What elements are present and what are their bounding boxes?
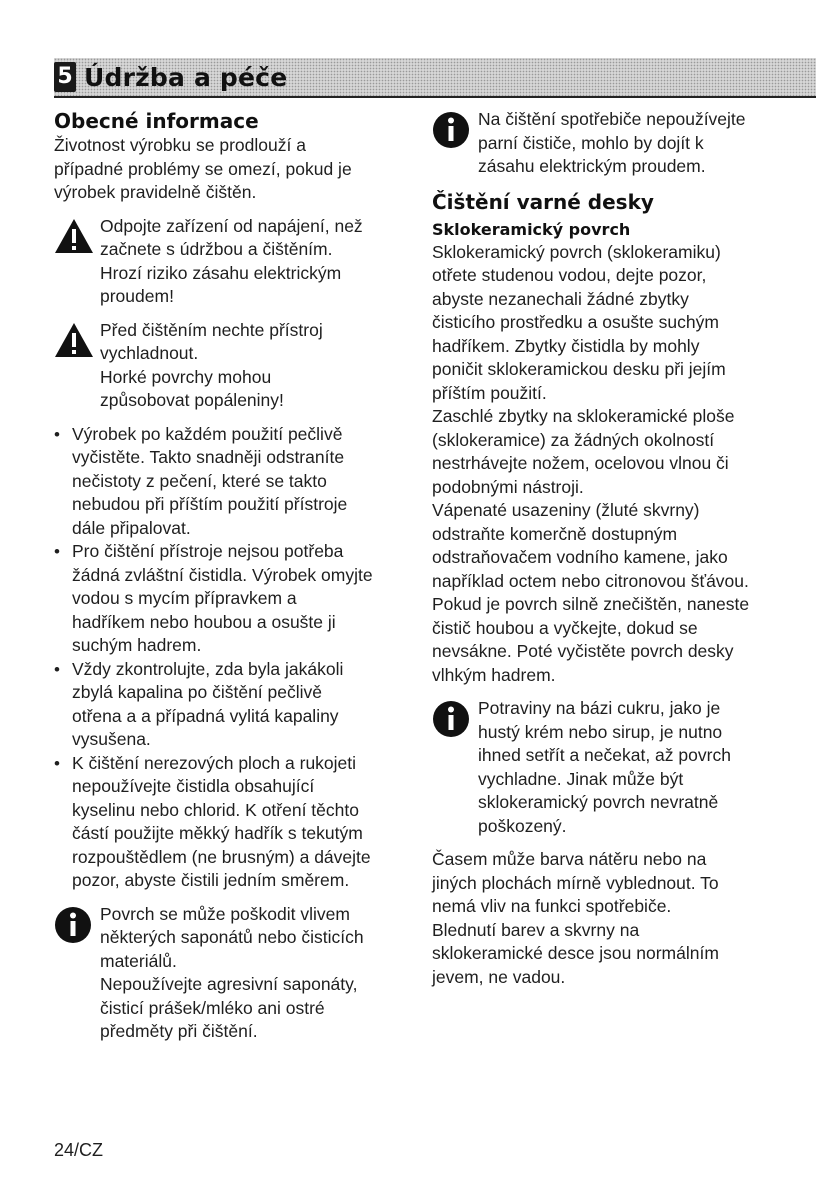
subheading-glass-ceramic: Sklokeramický povrch	[432, 219, 631, 239]
text-line: Sklokeramický povrch (sklokeramiku)	[432, 241, 721, 262]
text-line: Časem může barva nátěru nebo na	[432, 849, 707, 869]
text-line: způsobovat popáleniny!	[100, 390, 284, 410]
text-line: předměty při čištění.	[100, 1021, 258, 1041]
text-line: vodou s mycím přípravkem a	[72, 588, 297, 608]
text-line: • Pro čištění přístroje nejsou potřeba	[72, 541, 344, 561]
text-line: pozor, abyste čistili jedním směrem.	[72, 870, 350, 890]
right-column	[432, 108, 820, 989]
text-line: začnete s údržbou a čištěním.	[100, 239, 333, 259]
text-line: případné problémy se omezí, pokud je	[54, 158, 352, 179]
text-line: nevsákne. Poté vyčistěte povrch desky	[432, 641, 734, 661]
warning-triangle-icon	[54, 319, 100, 358]
warning-notice-cool-down	[54, 319, 416, 413]
text-line: otřena a a případná vylitá kapaliny	[72, 705, 339, 726]
text-line: Povrch se může poškodit vlivem	[100, 903, 350, 924]
text-line: (sklokeramice) za žádných okolností	[432, 429, 715, 450]
list-item	[54, 540, 416, 658]
text-line: nepoužívejte čistidla obsahující	[72, 776, 315, 796]
chapter-number-badge: 5	[54, 62, 76, 92]
text-line: abyste nezanechali žádné zbytky	[432, 288, 689, 309]
text-line: ihned setřít a nečekat, až povrch	[478, 745, 731, 765]
info-notice-steam-cleaner	[432, 108, 820, 179]
text-line: žádná zvláštní čistidla. Výrobek omyjte	[72, 564, 373, 585]
text-line: čisticího prostředku a osušte suchým	[432, 312, 719, 332]
text-line: poškozený.	[478, 815, 567, 836]
cleaning-bullet-list	[54, 423, 416, 893]
text-line: Zaschlé zbytky na sklokeramické ploše	[432, 406, 735, 426]
text-line: Životnost výrobku se prodlouží a	[54, 135, 306, 155]
text-line: proudem!	[100, 286, 174, 306]
list-item	[54, 658, 416, 752]
warning-notice-unplug	[54, 215, 416, 309]
intro-paragraph	[54, 134, 416, 205]
text-line: parní čističe, mohlo by dojít k	[478, 132, 704, 153]
text-line: zbylá kapalina po čištění pečlivě	[72, 682, 323, 702]
info-notice-sugar-foods	[432, 697, 820, 838]
text-line: • Výrobek po každém použití pečlivě	[72, 423, 343, 444]
text-line: • K čištění nerezových ploch a rukojeti	[72, 752, 357, 773]
text-line: čistič houbou a vyčkejte, dokud se	[432, 617, 698, 638]
info-icon	[432, 697, 478, 738]
info-notice-detergents	[54, 903, 416, 1044]
text-line: vyčistěte. Takto snadněji odstraníte	[72, 447, 345, 467]
text-line: Na čištění spotřebiče nepoužívejte	[478, 109, 746, 129]
text-line: otřete studenou vodou, dejte pozor,	[432, 265, 707, 285]
text-line: dále připalovat.	[72, 517, 191, 538]
text-line: částí použijte měkký hadřík s tekutým	[72, 823, 363, 843]
text-line: materiálů.	[100, 950, 177, 971]
text-line: příštím použití.	[432, 382, 547, 403]
text-line: Hrozí riziko zásahu elektrickým	[100, 262, 342, 283]
text-line: vlhkým hadrem.	[432, 664, 556, 685]
discoloration-paragraph	[432, 848, 820, 989]
text-line: nebudou při příštím použití přístroje	[72, 494, 348, 514]
text-line: výrobek pravidelně čištěn.	[54, 182, 257, 202]
list-item	[54, 423, 416, 541]
list-item	[54, 752, 416, 893]
text-line: například octem nebo citronovou šťávou.	[432, 570, 749, 591]
text-line: • Vždy zkontrolujte, zda byla jakákoli	[72, 658, 344, 679]
section-heading-hob-cleaning: Čištění varné desky	[432, 189, 654, 214]
left-column	[54, 108, 416, 1054]
text-line: Vápenaté usazeniny (žluté skvrny)	[432, 500, 700, 520]
text-line: poničit sklokeramickou desku při jejím	[432, 359, 726, 379]
text-line: hustý krém nebo sirup, je nutno	[478, 721, 723, 742]
text-line: vychladne. Jinak může být	[478, 768, 684, 789]
text-line: nemá vliv na funkci spotřebiče.	[432, 896, 672, 916]
text-line: čisticí prášek/mléko ani ostré	[100, 997, 325, 1018]
text-line: hadříkem. Zbytky čistidla by mohly	[432, 335, 700, 356]
text-line: zásahu elektrickým proudem.	[478, 156, 706, 176]
text-line: Potraviny na bázi cukru, jako je	[478, 698, 721, 718]
text-line: sklokeramický povrch nevratně	[478, 792, 719, 812]
text-line: některých saponátů nebo čisticích	[100, 927, 364, 947]
text-line: rozpouštědlem (ne brusným) a dávejte	[72, 846, 371, 867]
text-line: Před čištěním nechte přístroj	[100, 319, 323, 340]
text-line: odstraňovačem vodního kamene, jako	[432, 547, 728, 567]
text-line: Horké povrchy mohou	[100, 366, 272, 387]
warning-triangle-icon	[54, 215, 100, 254]
text-line: odstraňte komerčně dostupným	[432, 523, 678, 544]
text-line: jiných plochách mírně vyblednout. To	[432, 872, 719, 893]
text-line: Blednutí barev a skvrny na	[432, 919, 640, 940]
text-line: Nepoužívejte agresivní saponáty,	[100, 974, 358, 994]
text-line: Pokud je povrch silně znečištěn, naneste	[432, 594, 750, 614]
text-line: jevem, ne vadou.	[432, 966, 566, 987]
text-line: vysušena.	[72, 729, 151, 749]
info-icon	[54, 903, 100, 944]
text-line: Odpojte zařízení od napájení, než	[100, 215, 363, 236]
page-number: 24/CZ	[54, 1140, 104, 1160]
text-line: podobnými nástroji.	[432, 476, 584, 497]
glass-ceramic-paragraph	[432, 241, 820, 688]
chapter-title: Údržba a péče	[84, 63, 288, 92]
text-line: nečistoty z pečení, které se takto	[72, 470, 327, 491]
text-line: suchým hadrem.	[72, 635, 202, 655]
info-icon	[432, 108, 478, 149]
section-heading-general: Obecné informace	[54, 109, 259, 133]
text-line: sklokeramické desce jsou normálním	[432, 943, 719, 963]
text-line: vychladnout.	[100, 343, 199, 363]
text-line: kyselinu nebo chlorid. K otření těchto	[72, 799, 359, 820]
text-line: nestrhávejte nožem, ocelovou vlnou či	[432, 453, 729, 473]
text-line: hadříkem nebo houbou a osušte ji	[72, 611, 336, 632]
